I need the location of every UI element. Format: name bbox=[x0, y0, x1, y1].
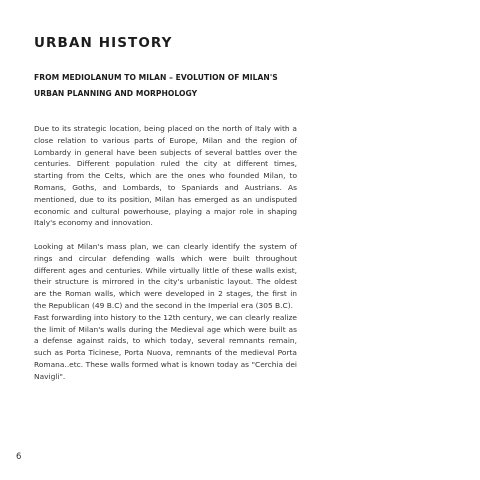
paragraph-1: Due to its strategic location, being placed on the north of Italy with a close relation to various parts of Europe, Milan and the region of Lombardy in general have been subjects of several battles over the centuries. Different population ruled the city at different times, starting from the Celts, which are the ones who founded Milan, to Romans, Goths, and Lombards, to Spaniards and Austrians. As mentioned, due to its position, Milan has emerged as an undisputed economic and cultural powerhouse, playing a major role in shaping Italy's economy and innovation. bbox=[34, 124, 297, 228]
subheading-line-1: FROM MEDIOLANUM TO MILAN – EVOLUTION OF MILAN'S bbox=[34, 73, 278, 82]
paragraph-2: Looking at Milan's mass plan, we can clearly identify the system of rings and circular defending walls which were built throughout different ages and centuries. While virtually little of these walls exist, their structure is mirrored in the city's urbanistic layout. The oldest are the Roman walls, which were developed in 2 stages, the first in the Republican (49 B.C) and the second in the Imperial era (305 B.C). bbox=[34, 241, 297, 310]
paragraph-3: Fast forwarding into history to the 12th century, we can clearly realize the limit of Milan's walls during the Medieval age which were built as a defense against raids, to which today, several remnants remain, such as Porta Ticinese, Porta Nuova, remnants of the medieval Porta Romana..etc. These walls formed what is known today as "Cerchia dei Navigli". bbox=[34, 312, 297, 381]
subheading-line-2: URBAN PLANNING AND MORPHOLOGY bbox=[34, 89, 198, 98]
page-number: 6 bbox=[16, 452, 22, 462]
body-text bbox=[34, 123, 297, 383]
section-subheading bbox=[34, 70, 334, 102]
page-heading: URBAN HISTORY bbox=[34, 35, 173, 51]
